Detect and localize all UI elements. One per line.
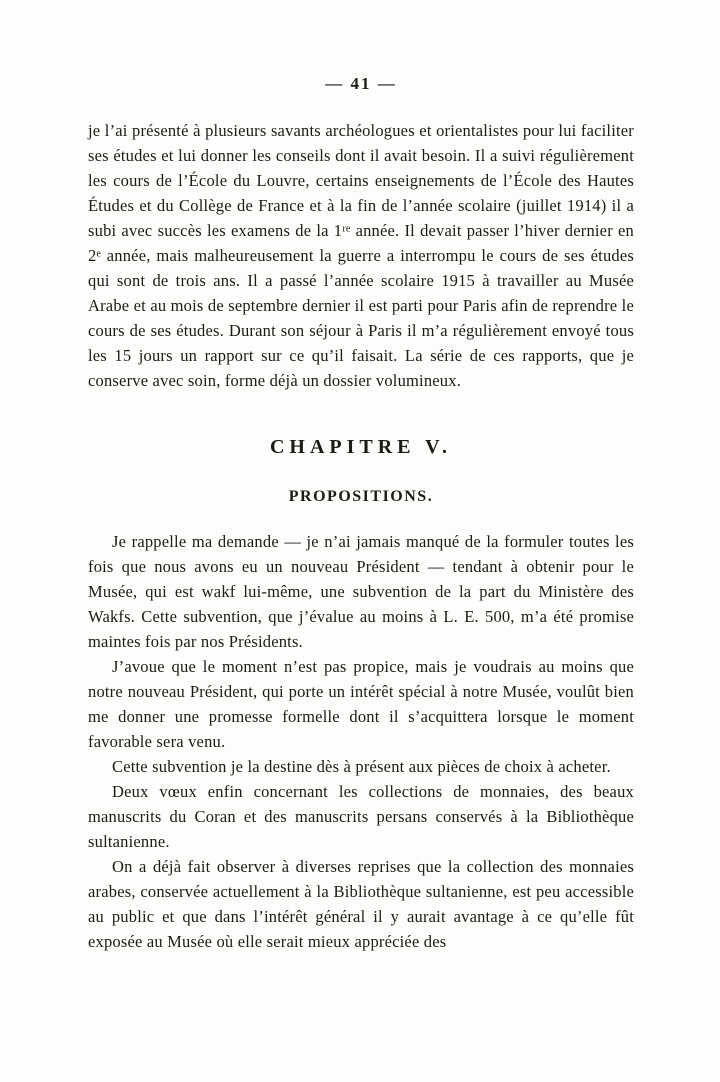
paragraph: J’avoue que le moment n’est pas propice, mais je voudrais au moins que notre nouveau Président, qui porte un intérêt spécial à notre Musée, voulût bien me donner une promesse formelle dont il s’acquittera lorsque le moment favorable sera venu. [88, 657, 634, 751]
body-text [88, 118, 634, 954]
paragraph: On a déjà fait observer à diverses reprises que la collection des monnaies arabes, conservée actuellement à la Bibliothèque sultanienne, est peu accessible au public et que dans l’intérêt général il y aurait avantage à ce qu’elle fût exposée au Musée où elle serait mieux appréciée des [88, 857, 634, 951]
page-number: — 41 — [325, 74, 397, 93]
paragraph: Cette subvention je la destine dès à présent aux pièces de choix à acheter. [112, 757, 611, 776]
paragraph: Je rappelle ma demande — je n’ai jamais manqué de la formuler toutes les fois que nous avons eu un nouveau Président — tendant à obtenir pour le Musée, qui est wakf lui-même, une subvention de la part du Ministère des Wakfs. Cette subvention, que j’évalue au moins à L. E. 500, m’a été promise maintes fois par nos Présidents. [88, 532, 634, 651]
chapter-heading: CHAPITRE V. [269, 436, 453, 458]
paragraph: Deux vœux enfin concernant les collections de monnaies, des beaux manuscrits du Coran et des manuscrits persans conservés à la Bibliothèque sultanienne. [88, 782, 634, 851]
section-heading: PROPOSITIONS. [288, 488, 434, 505]
paragraph-continuation: je l’ai présenté à plusieurs savants archéologues et orientalistes pour lui faciliter ses études et lui donner les conseils dont il avait besoin. Il a suivi régulièrement les cours de l’École du Louvre, certains enseignements de l’École des Hautes Études et du Collège de France et à la fin de l’année scolaire (juillet 1914) il a subi avec succès les examens de la 1ʳᵉ année. Il devait passer l’hiver dernier en 2ᵉ année, mais malheureusement la guerre a interrompu le cours de ses études qui sont de trois ans. Il a passé l’année scolaire 1915 à travailler au Musée Arabe et au mois de septembre dernier il est parti pour Paris afin de reprendre le cours de ses études. Durant son séjour à Paris il m’a régulièrement envoyé tous les 15 jours un rapport sur ce qu’il faisait. La série de ces rapports, que je conserve avec soin, forme déjà un dossier volumineux. [88, 121, 634, 390]
